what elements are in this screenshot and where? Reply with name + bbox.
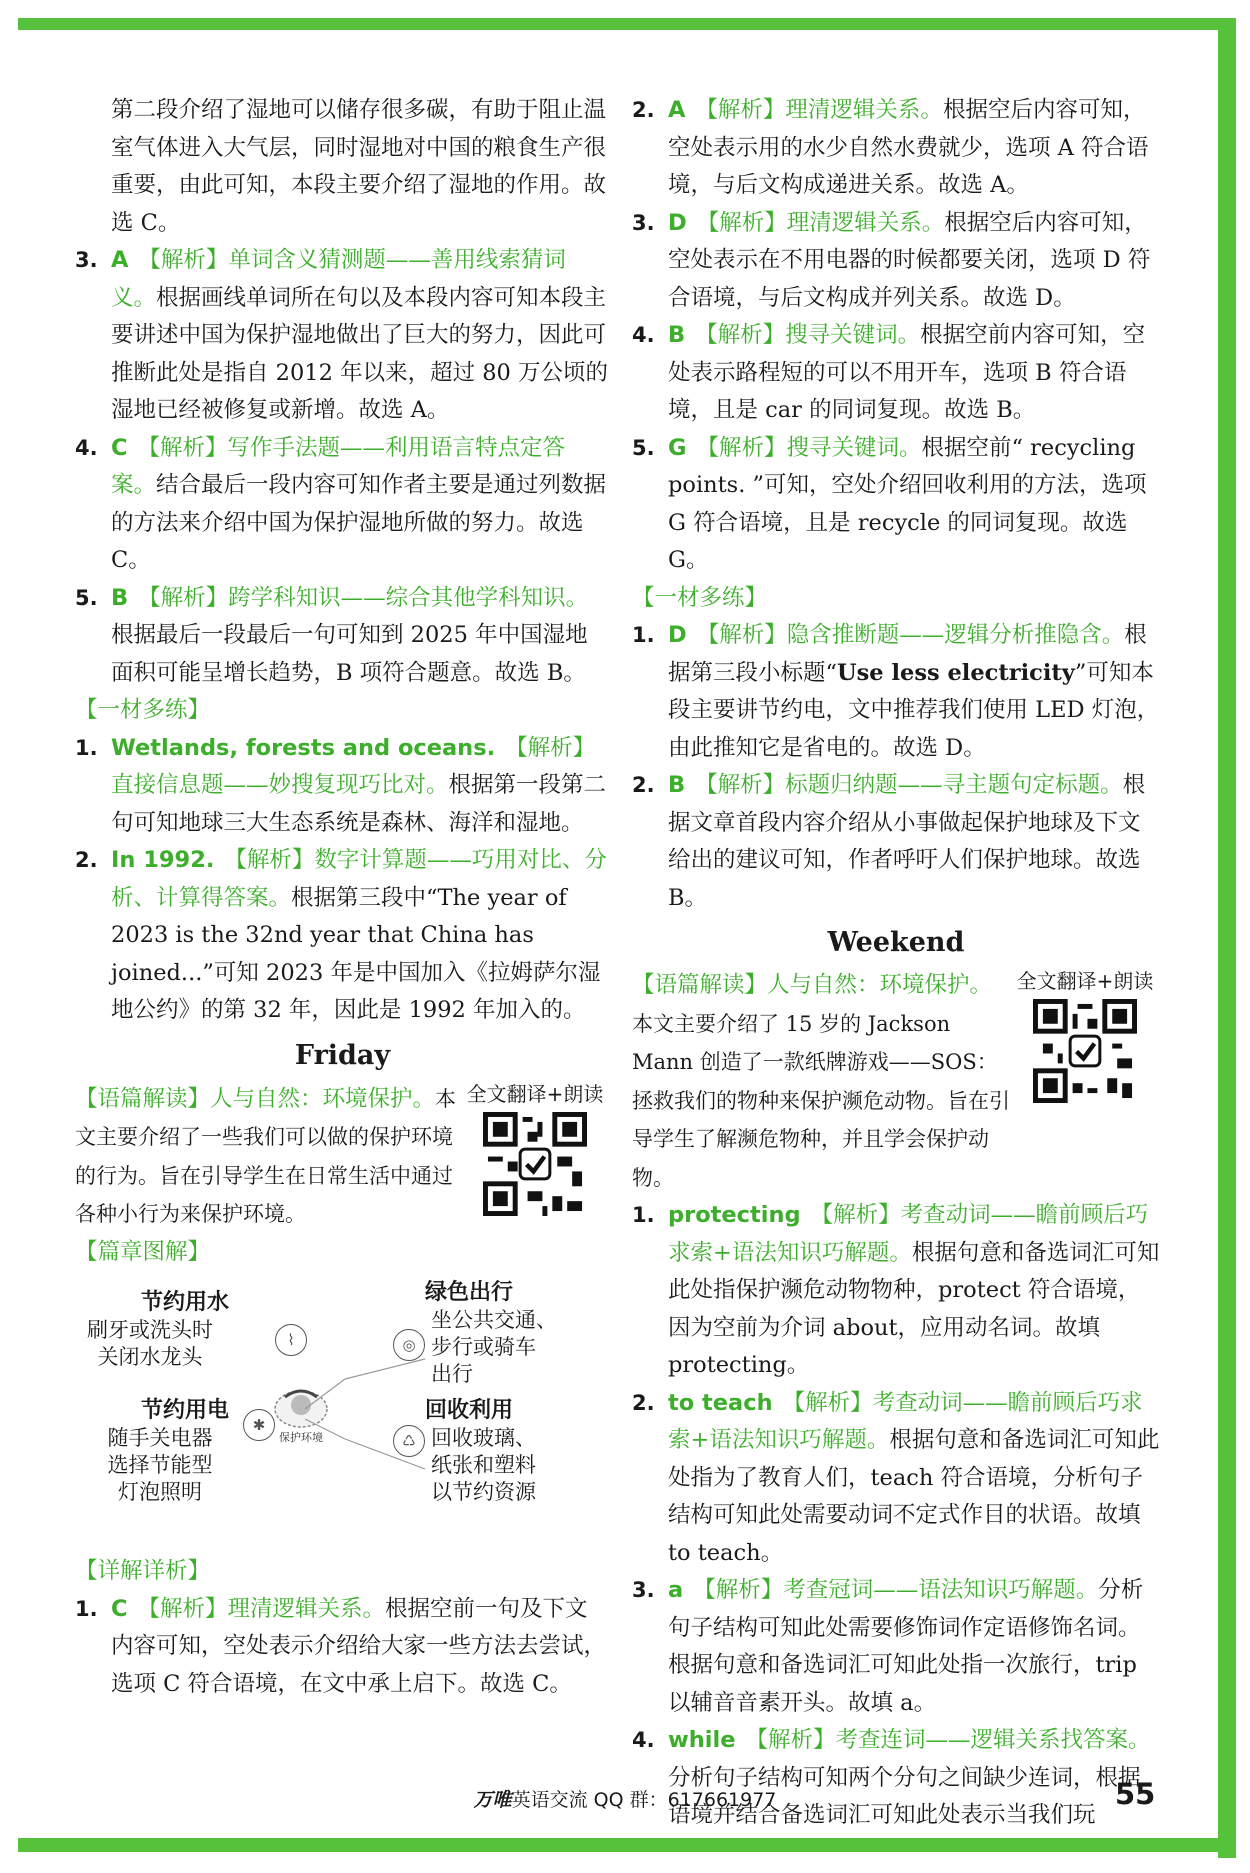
footer — [0, 1785, 1250, 1812]
answer-item — [75, 242, 610, 430]
item-number: 3. — [75, 248, 98, 272]
item-answer: B — [668, 772, 686, 798]
mind-line: 关闭水龙头 — [97, 1345, 203, 1369]
answer-item — [632, 767, 1160, 917]
answer-item — [632, 1197, 1160, 1385]
answer-item — [632, 1385, 1160, 1573]
item-answer: a — [668, 1577, 684, 1603]
answer-item — [632, 317, 1160, 430]
item-text: 结合最后一段内容可知作者主要是通过列数据的方法来介绍中国为保护湿地所做的努力。故选 C。 — [111, 472, 607, 573]
answer-item — [75, 730, 610, 843]
mindmap-section-tag: 【篇章图解】 — [75, 1238, 211, 1265]
mindmap-connectors — [305, 1339, 435, 1489]
item-number: 2. — [632, 1390, 655, 1415]
item-answer: In 1992. — [111, 847, 215, 873]
mind-line: 坐公共交通、 — [431, 1308, 557, 1332]
item-text: 根据画线单词所在句以及本段内容可知本段主要讲述中国为保护湿地做出了巨大的努力，因此可推断此处是指自 2012 年以来，超过 80 万公顷的湿地已经被修复或新增。故选 A。 — [111, 284, 609, 423]
weekend-intro — [632, 967, 1160, 1197]
item-number: 4. — [632, 1728, 655, 1752]
mind-line: 纸张和塑料 — [431, 1453, 536, 1477]
weekend-title: Weekend — [827, 927, 965, 958]
item-answer: Wetlands, forests and oceans. — [111, 734, 496, 761]
item-text: 根据空后内容可知，空处表示用的水少自然水费就少，选项 A 符合语境，与后文构成递进关系。故选 A。 — [668, 97, 1149, 198]
footer-text: 英语交流 QQ 群：617661977 — [511, 1789, 777, 1811]
answer-item — [75, 1591, 610, 1704]
footer-brand: 万唯 — [473, 1789, 512, 1811]
item-answer: B — [111, 584, 129, 611]
item-answer: C — [111, 434, 128, 461]
item-number: 2. — [632, 773, 655, 797]
item-text: ”可知本段主要讲节约电，文中推荐我们使用 LED 灯泡，由此推知它是省电的。故选 D。 — [668, 659, 1160, 761]
mind-line: 灯泡照明 — [118, 1480, 202, 1504]
item-answer: D — [668, 622, 687, 648]
item-number: 2. — [632, 98, 655, 122]
lightbulb-icon: ✱ — [243, 1409, 275, 1441]
answer-item — [632, 430, 1160, 580]
item-analysis-tag: 【解析】单词含义猜测题——善用线索猜词义。 — [111, 247, 566, 311]
answer-item — [632, 92, 1160, 205]
right-answer-list — [632, 92, 1160, 580]
green-border-bottom — [18, 1838, 1232, 1852]
recycle-icon: ♺ — [393, 1425, 425, 1457]
item-analysis-tag: 【解析】理清逻辑关系。 — [695, 97, 943, 123]
item-number: 1. — [632, 1203, 655, 1227]
item-text: 根据空前“ recycling points. ”可知，空处介绍回收利用的方法，选项 G 符合语境，且是 recycle 的同词复现。故选 G。 — [668, 434, 1147, 573]
weekend-qr-block — [1010, 967, 1160, 1103]
item-analysis-tag: 【解析】搜寻关键词。 — [695, 322, 921, 348]
item-number: 4. — [632, 323, 655, 347]
mind-node-power-title: 节约用电 — [140, 1398, 229, 1423]
friday-reading-tag: 【语篇解读】人与自然：环境保护。 — [75, 1085, 436, 1112]
mind-node-water — [115, 1289, 255, 1316]
item-text: 根据最后一段最后一句可知到 2025 年中国湿地面积可能呈增长趋势，B 项符合题意。故选 B。 — [111, 622, 588, 686]
friday-qr-block — [460, 1080, 610, 1216]
weekend-reading-text: 本文主要介绍了 15 岁的 Jackson Mann 创造了一款纸牌游戏——SOS：拯救我们的物种来保护濒危动物。旨在引导学生了解濒危物种，并且学会保护动物。 — [632, 1011, 1010, 1190]
item-answer: protecting — [668, 1202, 801, 1228]
item-answer: while — [668, 1727, 736, 1753]
answer-item — [632, 205, 1160, 318]
mind-node-recycle — [425, 1397, 513, 1424]
item-text: 分析句子结构可知此处需要修饰词作定语修饰名词。根据句意和备选词汇可知此处指一次旅行，trip 以辅音音素开头。故填 a。 — [668, 1577, 1144, 1716]
item-analysis-tag: 【解析】标题归纳题——寻主题句定标题。 — [695, 772, 1123, 798]
item-text: 根据第三段小标题“ — [668, 622, 1147, 686]
mind-line: 步行或骑车 — [431, 1335, 536, 1359]
left-column — [75, 92, 610, 1703]
mind-node-power — [115, 1397, 255, 1424]
item-number: 4. — [75, 435, 98, 460]
item-number: 1. — [632, 623, 655, 647]
weekend-reading-tag: 【语篇解读】人与自然：环境保护。 — [632, 972, 993, 998]
mind-node-water-text — [65, 1317, 235, 1371]
item-answer: B — [668, 322, 686, 348]
mind-node-recycle-title: 回收利用 — [425, 1398, 514, 1423]
item-analysis-tag: 【解析】数字计算题——巧用对比、分析、计算得答案。 — [111, 847, 607, 911]
friday-title: Friday — [294, 1039, 391, 1071]
left-answer-list — [75, 242, 610, 692]
item-analysis-tag: 【解析】考查动词——瞻前顾后巧求索+语法知识巧解题。 — [668, 1389, 1143, 1453]
answer-item — [75, 842, 610, 1030]
mind-line: 以节约资源 — [431, 1480, 536, 1504]
answer-item — [75, 430, 610, 580]
bicycle-icon: ◎ — [393, 1329, 425, 1361]
item-number: 3. — [632, 1578, 655, 1602]
page-number: 55 — [1115, 1777, 1156, 1811]
item-analysis-tag: 【解析】理清逻辑关系。 — [696, 209, 945, 236]
item-text: 根据空前内容可知，空处表示路程短的可以不用开车，选项 B 符合语境，且是 car 的同词复现。故选 B。 — [668, 322, 1146, 423]
item-number: 5. — [75, 585, 98, 610]
item-number: 2. — [75, 848, 98, 872]
weekend-answer-list — [632, 1197, 1160, 1835]
mind-node-recycle-text — [431, 1425, 536, 1506]
item-text: 根据空后内容可知，空处表示在不用电器的时候都要关闭，选项 D 符合语境，与后文构成并列关系。故选 D。 — [668, 209, 1151, 311]
mind-line: 回收玻璃、 — [431, 1426, 536, 1450]
item-answer: A — [668, 97, 686, 123]
detail-section-tag: 【详解详析】 — [75, 1558, 211, 1584]
item-number: 3. — [632, 210, 655, 235]
answer-item — [632, 1572, 1160, 1722]
left-detail-list — [75, 1591, 610, 1704]
item-answer: G — [668, 434, 687, 461]
item-analysis-tag: 【解析】考查连词——逻辑关系找答案。 — [745, 1727, 1151, 1753]
item-text: 根据句意和备选词汇可知此处指为了教育人们，teach 符合语境，分析句子结构可知此处需要动词不定式作目的状语。故填 to teach。 — [668, 1427, 1160, 1566]
qr-label: 全文翻译+朗读 — [1016, 969, 1154, 993]
item-text: 根据句意和备选词汇可知此处指保护濒危动物物种，protect 符合语境，因为空前为介词 about，应用动名词。故填 protecting。 — [668, 1239, 1160, 1378]
item-analysis-tag: 【解析】写作手法题——利用语言特点定答案。 — [111, 434, 566, 498]
answer-item — [632, 1722, 1160, 1835]
faucet-icon: ⌇ — [275, 1324, 307, 1356]
qr-code-icon[interactable] — [483, 1112, 587, 1216]
item-text: 根据第三段中“The year of 2023 is the 32nd year that China has joined...”可知 2023 年是中国加入《拉姆萨尔湿地公约》的第 32 年，因此是 1992 年加入的。 — [111, 884, 601, 1023]
item-text: 分析句子结构可知两个分句之间缺少连词，根据语境并结合备选词汇可知此处表示当我们玩 — [668, 1764, 1141, 1828]
mind-node-travel — [425, 1279, 513, 1306]
mind-line: 随手关电器 — [107, 1426, 213, 1450]
item-analysis-tag: 【解析】直接信息题——妙搜复现巧比对。 — [111, 734, 596, 798]
intro-continuation: 第二段介绍了湿地可以储存很多碳，有助于阻止温室气体进入大气层，同时湿地对中国的粮食生产很重要，由此可知，本段主要介绍了湿地的作用。故选 C。 — [111, 97, 607, 236]
item-analysis-tag: 【解析】跨学科知识——综合其他学科知识。 — [138, 584, 589, 611]
item-number: 1. — [75, 735, 98, 760]
right-yicai-section-tag: 【一材多练】 — [632, 584, 768, 611]
item-text: 根据第一段第二句可知地球三大生态系统是森林、海洋和湿地。 — [111, 772, 607, 836]
mind-line: 选择节能型 — [107, 1453, 213, 1477]
item-analysis-tag: 【解析】考查动词——瞻前顾后巧求索+语法知识巧解题。 — [668, 1202, 1149, 1266]
friday-reading-text: 本文主要介绍了一些我们可以做的保护环境的行为。旨在引导学生在日常生活中通过各种小行为来保护环境。 — [75, 1086, 457, 1226]
mind-node-travel-title: 绿色出行 — [425, 1280, 514, 1305]
item-quote: Use less electricity — [837, 659, 1075, 686]
friday-intro — [75, 1080, 610, 1234]
item-analysis-tag: 【解析】理清逻辑关系。 — [137, 1595, 386, 1622]
item-number: 1. — [75, 1596, 98, 1621]
mind-node-power-text — [85, 1425, 235, 1506]
mind-center-label: 保护环境 — [279, 1431, 323, 1444]
item-answer: to teach — [668, 1389, 773, 1416]
mind-node-travel-text — [431, 1307, 557, 1388]
left-yicai-list — [75, 730, 610, 1030]
mind-line: 刷牙或洗头时 — [87, 1318, 213, 1342]
yicai-section-tag: 【一材多练】 — [75, 697, 211, 723]
green-border-top — [18, 18, 1232, 30]
qr-code-icon[interactable] — [1033, 999, 1137, 1103]
item-text: 根据文章首段内容介绍从小事做起保护地球及下文给出的建议可知，作者呼吁人们保护地球。故选 B。 — [668, 772, 1146, 911]
item-analysis-tag: 【解析】搜寻关键词。 — [696, 434, 922, 461]
mindmap — [75, 1279, 610, 1549]
item-answer: C — [111, 1595, 128, 1622]
item-number: 5. — [632, 435, 655, 460]
item-text: 根据空前一句及下文内容可知，空处表示介绍给大家一些方法去尝试，选项 C 符合语境，在文中承上启下。故选 C。 — [111, 1595, 607, 1697]
right-column — [632, 92, 1160, 1835]
answer-item — [75, 580, 610, 693]
green-border-right — [1218, 18, 1236, 1858]
mind-line: 出行 — [431, 1362, 473, 1386]
mind-node-water-title: 节约用水 — [140, 1290, 229, 1315]
answer-item — [632, 617, 1160, 767]
item-answer: D — [668, 209, 687, 236]
item-answer: A — [111, 247, 129, 273]
right-yicai-list — [632, 617, 1160, 917]
item-analysis-tag: 【解析】隐含推断题——逻辑分析推隐含。 — [696, 622, 1125, 648]
qr-label: 全文翻译+朗读 — [466, 1081, 604, 1106]
item-analysis-tag: 【解析】考查冠词——语法知识巧解题。 — [693, 1577, 1099, 1603]
